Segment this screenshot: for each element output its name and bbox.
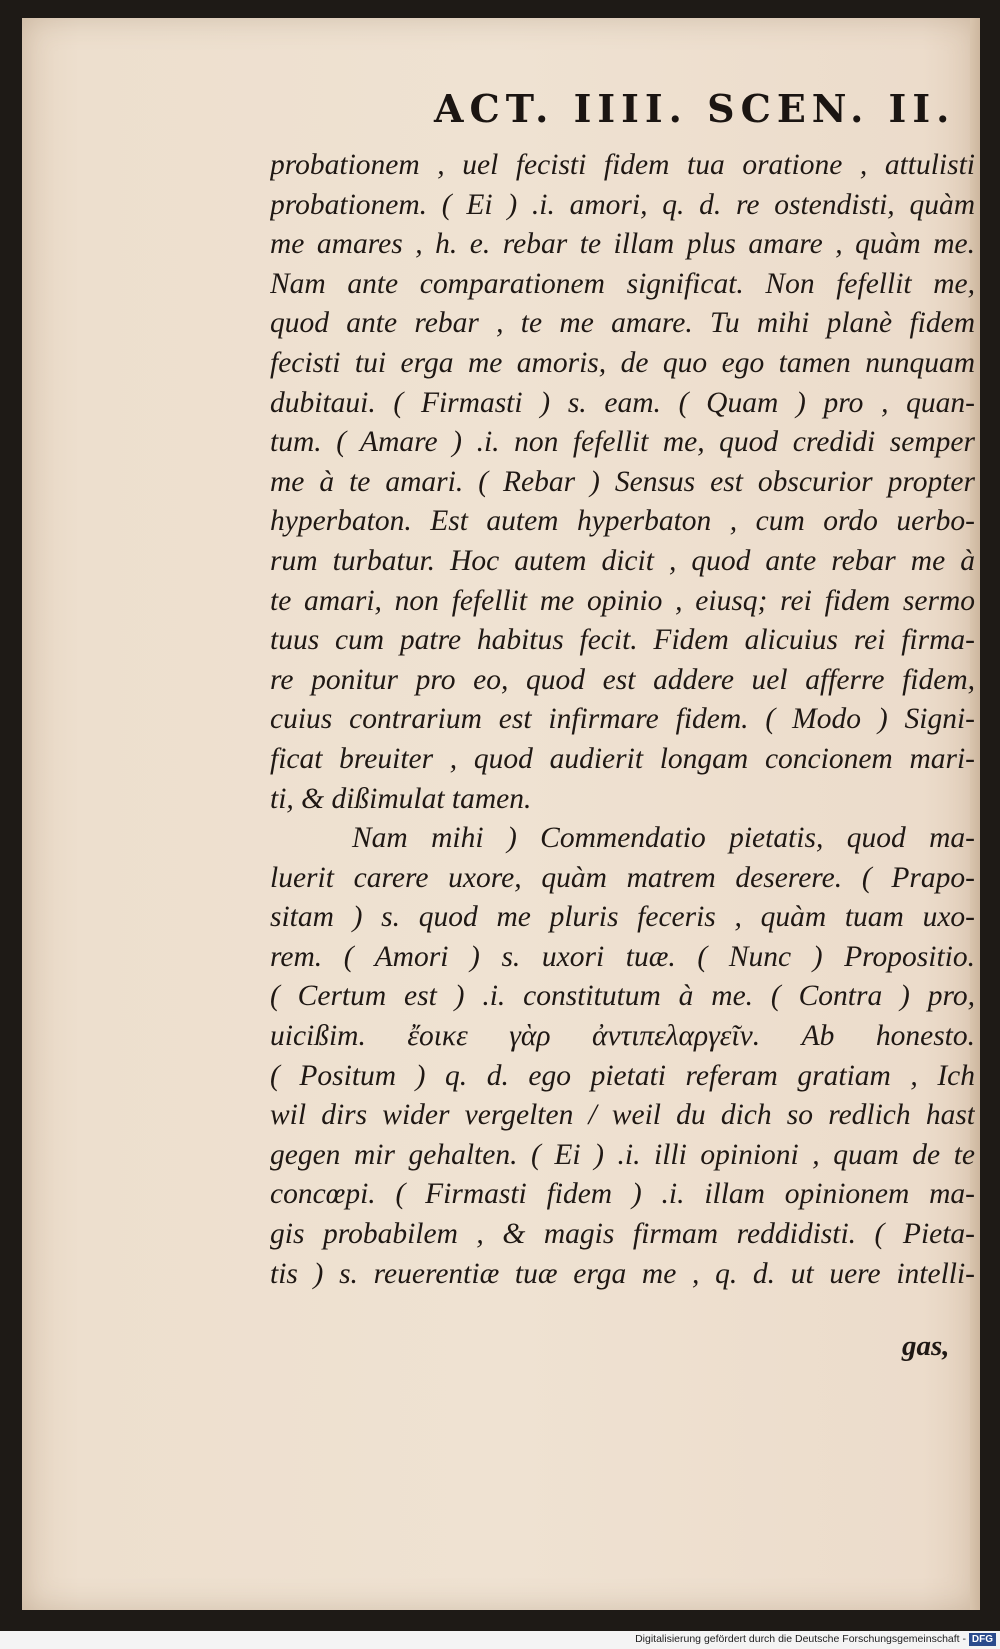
text-line: uicißim. ἔοικε γὰρ ἀντιπελαργεῖν. Ab honesto. <box>270 1020 975 1053</box>
text-line: te amari, non fefellit me opinio , eiusq; rei fidem sermo <box>270 584 975 617</box>
funding-notice: Digitalisierung gefördert durch die Deutsche Forschungsgemeinschaft - <box>635 1633 966 1645</box>
footer-bar <box>0 1631 1000 1649</box>
dfg-logo: DFG <box>969 1633 996 1646</box>
text-line: Nam mihi ) Commendatio pietatis, quod ma- <box>352 822 975 855</box>
commentary-body <box>270 146 975 1294</box>
text-line: wil dirs wider vergelten / weil du dich so redlich hast <box>270 1099 975 1132</box>
running-head <box>22 86 980 146</box>
text-line: rem. ( Amori ) s. uxori tuæ. ( Nunc ) Propositio. <box>270 940 975 973</box>
text-line: concœpi. ( Firmasti fidem ) .i. illam opinionem ma- <box>270 1178 975 1211</box>
text-line: me amares , h. e. rebar te illam plus amare , quàm me. <box>270 228 975 261</box>
text-line: probationem , uel fecisti fidem tua oratione , attulisti <box>270 149 975 181</box>
text-line: sitam ) s. quod me pluris feceris , quàm tuam uxo- <box>270 901 975 934</box>
text-line: Nam ante comparationem significat. Non fefellit me, <box>270 267 975 300</box>
running-head-text: ACT. IIII. SCEN. II. <box>434 86 956 131</box>
text-line: tuus cum patre habitus fecit. Fidem alicuius rei firma- <box>270 624 975 657</box>
text-line: hyperbaton. Est autem hyperbaton , cum ordo uerbo- <box>270 505 975 538</box>
text-line: rum turbatur. Hoc autem dicit , quod ante rebar me à <box>270 544 975 577</box>
text-line: luerit carere uxore, quàm matrem deserere. ( Prapo- <box>270 861 975 894</box>
text-line: ( Certum est ) .i. constitutum à me. ( Contra ) pro, <box>270 980 975 1013</box>
text-line: cuius contrarium est infirmare fidem. ( Modo ) Signi- <box>270 703 975 736</box>
text-line: dubitaui. ( Firmasti ) s. eam. ( Quam ) pro , quan- <box>270 386 975 419</box>
text-line: ti, & dißimulat tamen. <box>270 782 532 815</box>
text-line: probationem. ( Ei ) .i. amori, q. d. re ostendisti, quàm <box>270 188 975 221</box>
book-page <box>22 18 980 1610</box>
text-line: re ponitur pro eo, quod est addere uel afferre fidem, <box>270 663 975 696</box>
text-line: fecisti tui erga me amoris, de quo ego tamen nunquam <box>270 346 975 379</box>
catchword: gas, <box>902 1330 950 1362</box>
text-line: gegen mir gehalten. ( Ei ) .i. illi opinioni , quam de te <box>270 1138 975 1171</box>
text-line: quod ante rebar , te me amare. Tu mihi planè fidem <box>270 307 975 340</box>
text-line: tum. ( Amare ) .i. non fefellit me, quod credidi semper <box>270 426 975 459</box>
text-line: tis ) s. reuerentiæ tuæ erga me , q. d. ut uere intelli- <box>270 1257 975 1290</box>
text-line: gis probabilem , & magis firmam reddidisti. ( Pieta- <box>270 1218 975 1251</box>
text-line: ( Positum ) q. d. ego pietati referam gratiam , Ich <box>270 1059 975 1092</box>
text-line: me à te amari. ( Rebar ) Sensus est obscurior propter <box>270 465 975 498</box>
text-line: ficat breuiter , quod audierit longam concionem mari- <box>270 742 975 775</box>
